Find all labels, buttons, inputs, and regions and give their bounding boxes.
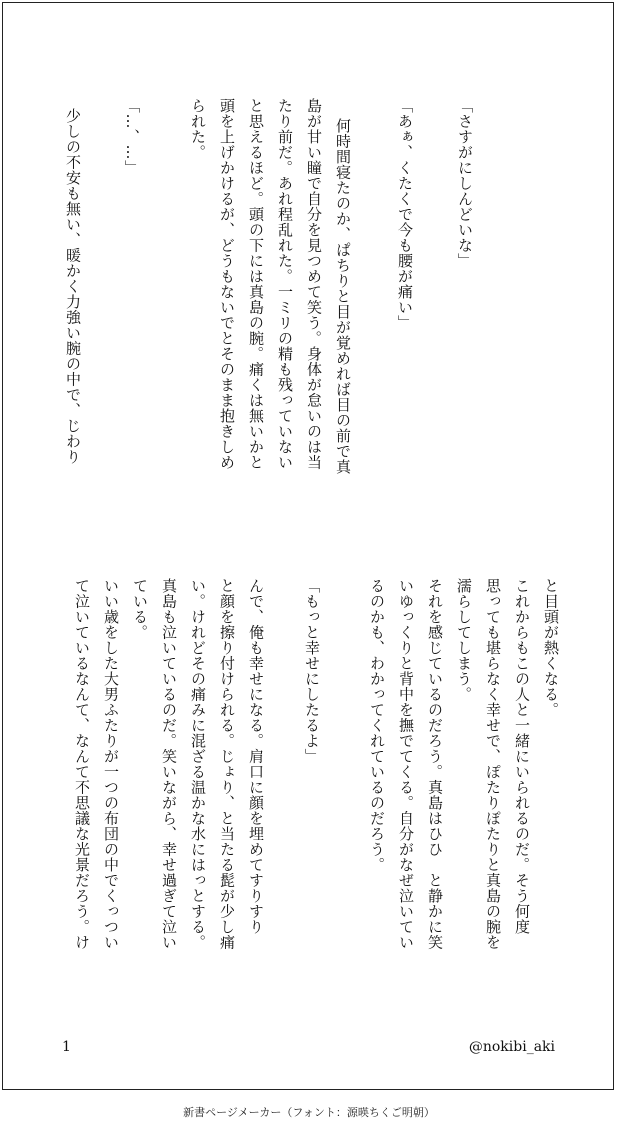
text-column: 「あぁ、くたくで今も腰が痛い」: [396, 98, 414, 331]
text-column: 「さすがにしんどいな」: [456, 98, 474, 269]
text-column: いい歳をした大男ふたりが一つの布団の中でくっつい: [102, 578, 120, 950]
text-column: るのかも、わかってくれているのだろう。: [368, 578, 386, 873]
text-column: 島が甘い瞳で自分を見つめて笑う。身体が怠いのは当: [305, 98, 323, 470]
page-frame: [2, 2, 614, 1090]
text-column: 少しの不安も無い、暖かく力強い腕の中で、じわり: [64, 108, 82, 465]
generator-credit: 新書ページメーカー（フォント：源暎ちくご明朝）: [183, 1106, 435, 1119]
text-column: と目頭が熱くなる。: [542, 578, 560, 718]
text-column: たり前だ。あれ程乱れた。一ミリの精も残っていない: [276, 98, 294, 470]
text-column: と顔を擦り付けられる。じょり、と当たる髭が少し痛: [218, 578, 236, 950]
text-column: と思えるほど。頭の下には真島の腕。痛くは無いかと: [247, 98, 265, 470]
text-column: られた。: [189, 98, 207, 160]
text-column: い。けれどその痛みに混ざる温かな水にはっとする。: [189, 578, 207, 950]
text-column: 濡らしてしまう。: [455, 578, 473, 702]
text-column: それを感じているのだろう。真島はひひ と静かに笑: [426, 578, 444, 950]
text-column: いゆっくりと背中を撫でてくる。自分がなぜ泣いてい: [397, 578, 415, 950]
text-column: 頭を上げかけるが、どうもないでとそのまま抱きしめ: [218, 98, 236, 470]
text-column: 「もっと幸せにしたるよ」: [303, 578, 321, 764]
text-column: 真島も泣いているのだ。笑いながら、幸せ過ぎて泣い: [160, 578, 178, 950]
text-column: ている。: [131, 578, 149, 640]
text-column: んで、俺も幸せになる。肩口に顔を埋めてすりすり: [247, 578, 265, 935]
text-column: 思っても堪らなく幸せで、ぽたりぽたりと真島の腕を: [484, 578, 502, 950]
page-number: 1: [62, 1039, 71, 1055]
text-column: これからもこの人と一緒にいられるのだ。そう何度: [513, 578, 531, 935]
text-column: 何時間寝たのか、ぱちりと目が覚めれば目の前で真: [334, 118, 352, 475]
text-column: 「…、…」: [123, 98, 141, 176]
author-handle: @nokibi_aki: [468, 1039, 555, 1055]
text-column: て泣いているなんて、なんて不思議な光景だろう。け: [73, 578, 91, 950]
